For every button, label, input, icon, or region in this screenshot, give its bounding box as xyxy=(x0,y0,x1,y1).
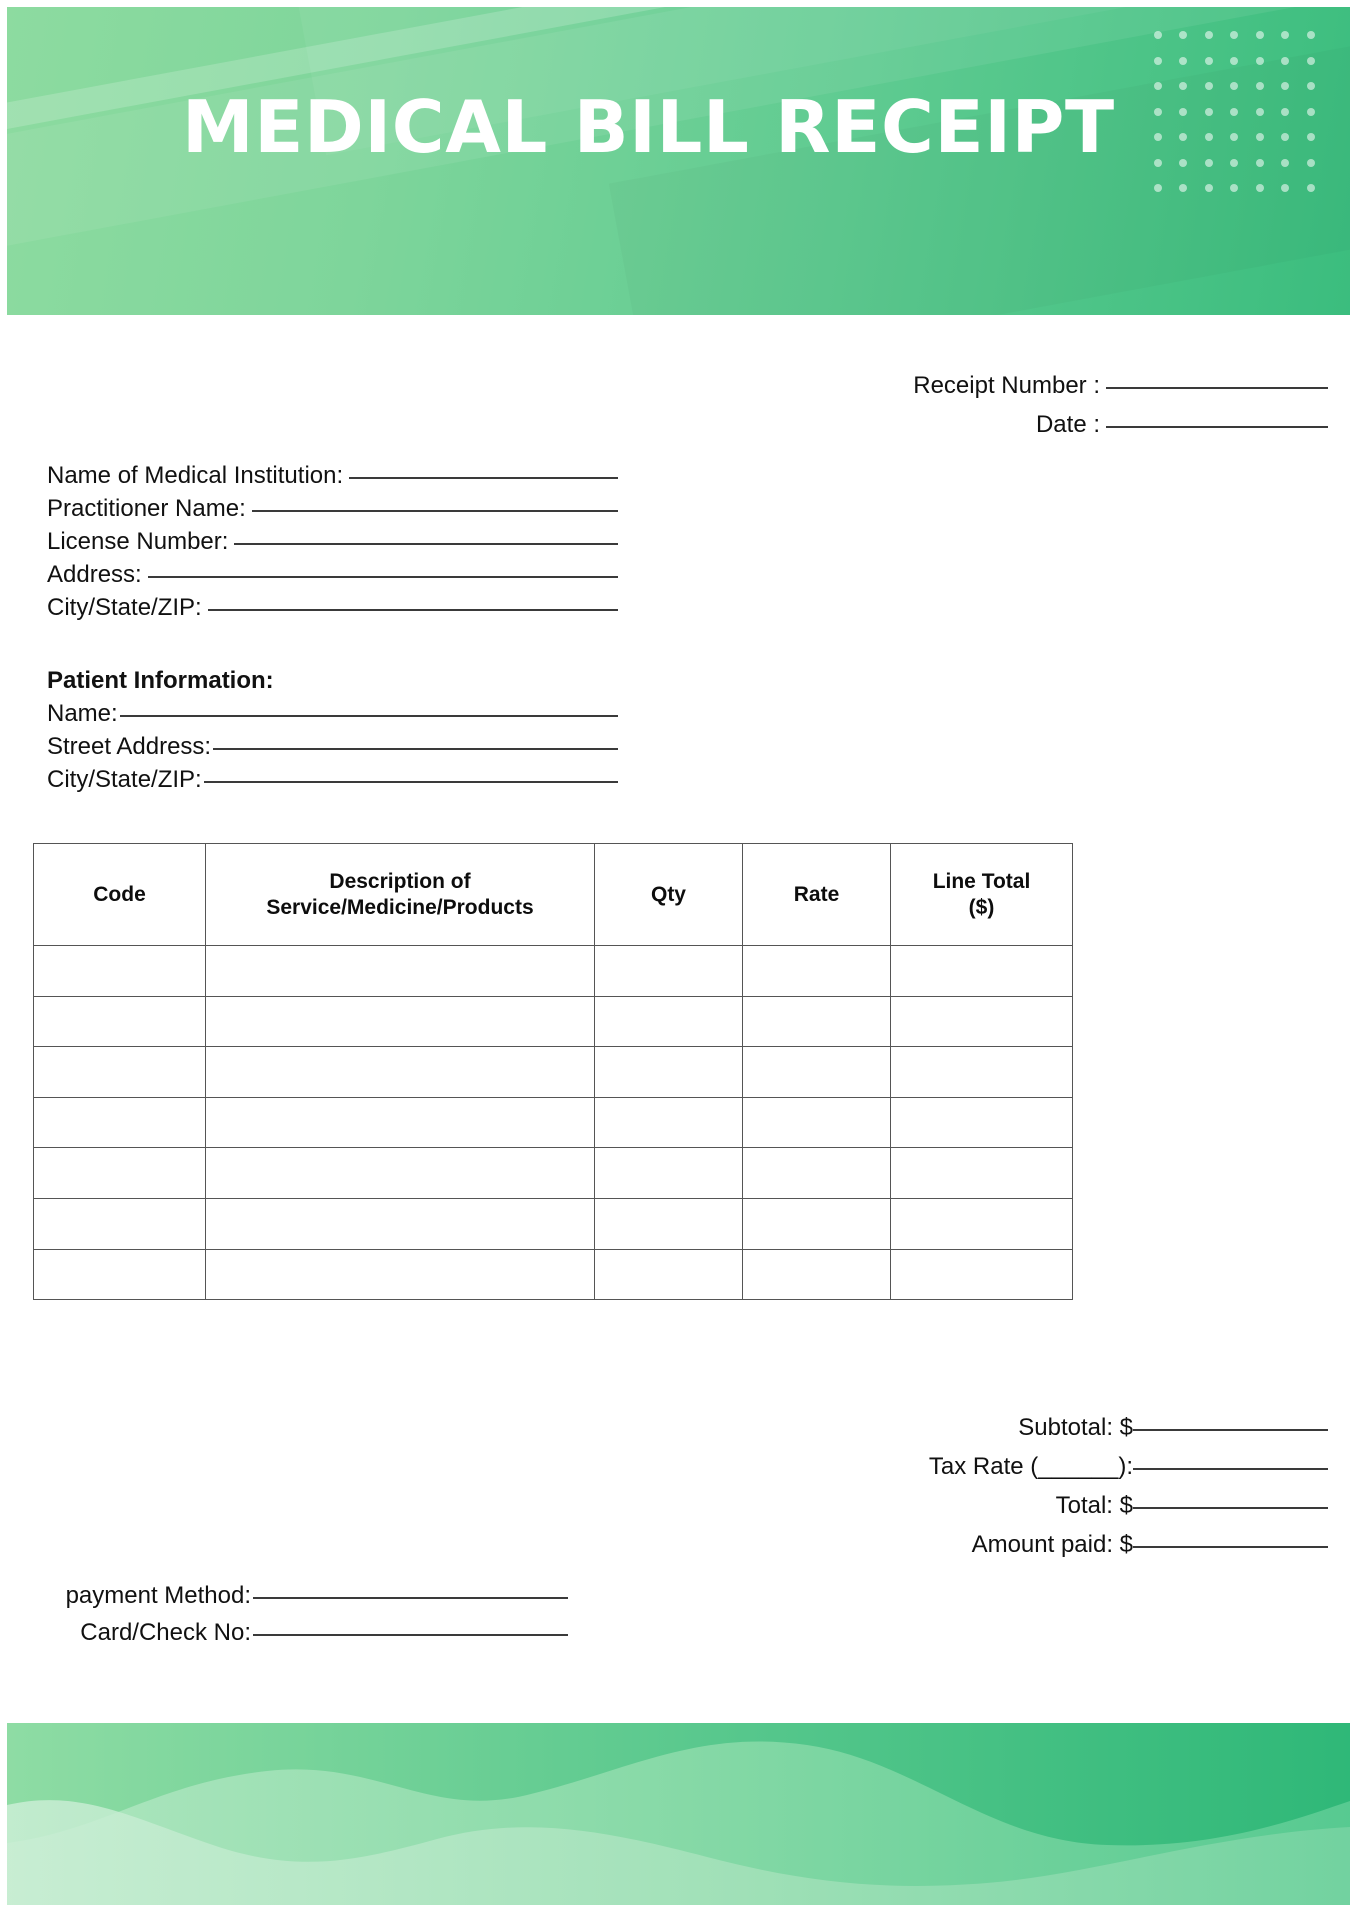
tax-rate-input[interactable] xyxy=(1133,1468,1328,1470)
table-cell-description[interactable] xyxy=(206,1097,595,1148)
table-cell-qty[interactable] xyxy=(595,1097,743,1148)
dot xyxy=(1256,108,1264,116)
table-cell-line_total[interactable] xyxy=(891,1198,1073,1249)
institution-block xyxy=(47,460,618,623)
dot xyxy=(1179,108,1187,116)
dot xyxy=(1179,184,1187,192)
practitioner-name-input[interactable] xyxy=(252,510,618,512)
license-number-input[interactable] xyxy=(234,543,618,545)
dot xyxy=(1154,31,1162,39)
patient-name-row xyxy=(47,698,618,729)
table-body xyxy=(34,946,1073,1300)
table-cell-rate[interactable] xyxy=(743,1198,891,1249)
table-cell-code[interactable] xyxy=(34,1198,206,1249)
practitioner-name-row xyxy=(47,493,618,524)
table-cell-rate[interactable] xyxy=(743,1148,891,1199)
table-cell-qty[interactable] xyxy=(595,1148,743,1199)
footer-wave-decoration xyxy=(7,1723,1350,1905)
dot-grid-decoration xyxy=(1154,31,1333,210)
dot xyxy=(1230,159,1238,167)
patient-street-address-input[interactable] xyxy=(213,748,618,750)
table-cell-description[interactable] xyxy=(206,1198,595,1249)
dot xyxy=(1205,108,1213,116)
patient-street-address-row xyxy=(47,731,618,762)
line-items-table xyxy=(33,843,1073,1300)
payment-method-row xyxy=(55,1580,568,1611)
column-header-line-total-line2: ($) xyxy=(968,895,995,919)
payment-method-label: payment Method: xyxy=(65,1582,251,1609)
dot xyxy=(1307,31,1315,39)
dot xyxy=(1281,159,1289,167)
column-header-line-total xyxy=(891,844,1073,946)
dot xyxy=(1281,133,1289,141)
license-number-label: License Number: xyxy=(47,528,229,555)
table-cell-rate[interactable] xyxy=(743,996,891,1047)
dot xyxy=(1230,82,1238,90)
table-header-row xyxy=(34,844,1073,946)
subtotal-input[interactable] xyxy=(1133,1429,1328,1431)
table-cell-description[interactable] xyxy=(206,1148,595,1199)
patient-name-label: Name: xyxy=(47,700,118,727)
amount-paid-label: Amount paid: $ xyxy=(971,1531,1133,1558)
institution-citystatezip-row xyxy=(47,592,618,623)
tax-rate-row xyxy=(600,1451,1328,1482)
practitioner-name-label: Practitioner Name: xyxy=(47,495,246,522)
column-header-rate: Rate xyxy=(743,844,891,946)
column-header-qty: Qty xyxy=(595,844,743,946)
dot xyxy=(1154,133,1162,141)
table-cell-qty[interactable] xyxy=(595,1198,743,1249)
dot xyxy=(1230,108,1238,116)
institution-address-input[interactable] xyxy=(148,576,618,578)
institution-name-row xyxy=(47,460,618,491)
table-cell-description[interactable] xyxy=(206,996,595,1047)
dot xyxy=(1281,31,1289,39)
dot xyxy=(1154,108,1162,116)
table-row xyxy=(34,1249,1073,1300)
column-header-line-total-line1: Line Total xyxy=(932,869,1031,893)
date-input[interactable] xyxy=(1106,426,1328,428)
dot xyxy=(1256,82,1264,90)
column-header-description-line2: Service/Medicine/Products xyxy=(266,895,534,919)
table-cell-rate[interactable] xyxy=(743,1097,891,1148)
dot xyxy=(1179,57,1187,65)
dot xyxy=(1281,82,1289,90)
dot xyxy=(1154,184,1162,192)
institution-address-label: Address: xyxy=(47,561,142,588)
date-row xyxy=(660,409,1328,440)
dot xyxy=(1205,31,1213,39)
card-check-no-row xyxy=(55,1617,568,1648)
dot xyxy=(1179,31,1187,39)
dot xyxy=(1281,108,1289,116)
patient-citystatezip-input[interactable] xyxy=(204,781,618,783)
table-cell-qty[interactable] xyxy=(595,996,743,1047)
table-row xyxy=(34,1047,1073,1098)
table-cell-code[interactable] xyxy=(34,946,206,997)
card-check-no-input[interactable] xyxy=(253,1634,568,1636)
subtotal-row xyxy=(600,1412,1328,1443)
table-cell-code[interactable] xyxy=(34,1249,206,1300)
patient-street-address-label: Street Address: xyxy=(47,733,212,760)
tax-rate-label: Tax Rate (______): xyxy=(928,1453,1133,1480)
table-cell-line_total[interactable] xyxy=(891,1047,1073,1098)
table-cell-line_total[interactable] xyxy=(891,996,1073,1047)
table-cell-description[interactable] xyxy=(206,946,595,997)
table-cell-code[interactable] xyxy=(34,1148,206,1199)
total-row xyxy=(600,1490,1328,1521)
dot xyxy=(1307,82,1315,90)
dot xyxy=(1205,159,1213,167)
receipt-number-label: Receipt Number : xyxy=(913,372,1100,399)
table-cell-code[interactable] xyxy=(34,1047,206,1098)
dot xyxy=(1154,57,1162,65)
dot xyxy=(1256,133,1264,141)
table-cell-code[interactable] xyxy=(34,996,206,1047)
table-row xyxy=(34,1097,1073,1148)
dot xyxy=(1154,82,1162,90)
dot xyxy=(1281,57,1289,65)
table-cell-description[interactable] xyxy=(206,1047,595,1098)
table-cell-code[interactable] xyxy=(34,1097,206,1148)
institution-name-input[interactable] xyxy=(349,477,618,479)
table-cell-line_total[interactable] xyxy=(891,1148,1073,1199)
dot xyxy=(1230,184,1238,192)
column-header-code: Code xyxy=(34,844,206,946)
patient-information-heading: Patient Information: xyxy=(47,667,274,694)
table-cell-rate[interactable] xyxy=(743,1047,891,1098)
dot xyxy=(1205,57,1213,65)
subtotal-label: Subtotal: $ xyxy=(1018,1414,1133,1441)
dot xyxy=(1307,133,1315,141)
table-row xyxy=(34,946,1073,997)
table-cell-qty[interactable] xyxy=(595,946,743,997)
table-cell-rate[interactable] xyxy=(743,1249,891,1300)
totals-block xyxy=(600,1412,1328,1560)
receipt-number-row xyxy=(660,370,1328,401)
patient-citystatezip-label: City/State/ZIP: xyxy=(47,766,202,793)
dot xyxy=(1179,82,1187,90)
patient-information-block xyxy=(47,665,618,795)
amount-paid-input[interactable] xyxy=(1133,1546,1328,1548)
dot xyxy=(1205,133,1213,141)
dot xyxy=(1230,31,1238,39)
dot xyxy=(1179,159,1187,167)
dot xyxy=(1179,133,1187,141)
page-title: MEDICAL BILL RECEIPT xyxy=(182,85,1115,169)
payment-block xyxy=(55,1580,568,1648)
institution-name-label: Name of Medical Institution: xyxy=(47,462,344,489)
total-input[interactable] xyxy=(1133,1507,1328,1509)
receipt-number-input[interactable] xyxy=(1106,387,1328,389)
table-cell-line_total[interactable] xyxy=(891,946,1073,997)
dot xyxy=(1256,31,1264,39)
dot xyxy=(1256,159,1264,167)
date-label: Date : xyxy=(1035,411,1100,438)
dot xyxy=(1307,57,1315,65)
institution-citystatezip-label: City/State/ZIP: xyxy=(47,594,202,621)
institution-address-row xyxy=(47,559,618,590)
dot xyxy=(1205,184,1213,192)
payment-method-input[interactable] xyxy=(253,1597,568,1599)
license-number-row xyxy=(47,526,618,557)
dot xyxy=(1256,57,1264,65)
dot xyxy=(1154,159,1162,167)
dot xyxy=(1256,184,1264,192)
table-cell-description[interactable] xyxy=(206,1249,595,1300)
dot xyxy=(1230,133,1238,141)
dot xyxy=(1307,184,1315,192)
footer-wave-svg xyxy=(7,1723,1350,1905)
table-row xyxy=(34,996,1073,1047)
table-cell-line_total[interactable] xyxy=(891,1097,1073,1148)
column-header-description-line1: Description of xyxy=(329,869,471,893)
amount-paid-row xyxy=(600,1529,1328,1560)
header-banner xyxy=(7,7,1350,315)
institution-citystatezip-input[interactable] xyxy=(208,609,618,611)
card-check-no-label: Card/Check No: xyxy=(80,1619,251,1646)
dot xyxy=(1205,82,1213,90)
column-header-description xyxy=(206,844,595,946)
patient-citystatezip-row xyxy=(47,764,618,795)
table-cell-line_total[interactable] xyxy=(891,1249,1073,1300)
dot xyxy=(1230,57,1238,65)
patient-name-input[interactable] xyxy=(120,715,618,717)
table-cell-rate[interactable] xyxy=(743,946,891,997)
total-label: Total: $ xyxy=(1055,1492,1133,1519)
table-row xyxy=(34,1148,1073,1199)
dot xyxy=(1307,108,1315,116)
dot xyxy=(1307,159,1315,167)
table-cell-qty[interactable] xyxy=(595,1249,743,1300)
table-row xyxy=(34,1198,1073,1249)
dot xyxy=(1281,184,1289,192)
receipt-meta-block xyxy=(660,370,1328,440)
table-cell-qty[interactable] xyxy=(595,1047,743,1098)
